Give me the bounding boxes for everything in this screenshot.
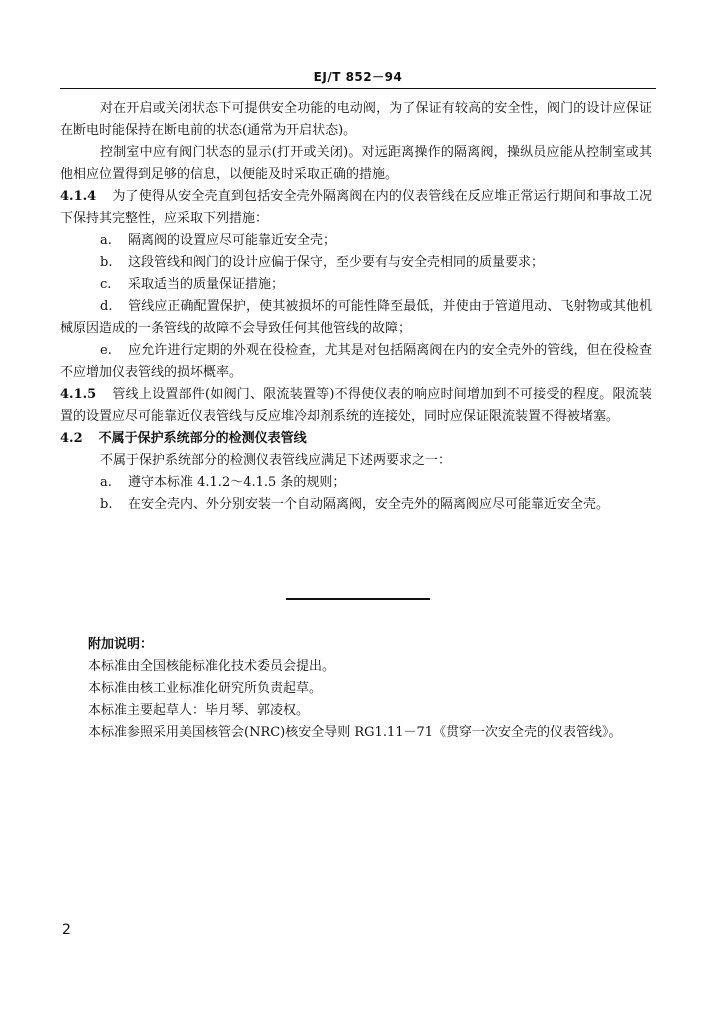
list-item-text: 采取适当的质量保证措施； [128, 277, 285, 292]
page-number: 2 [62, 922, 71, 938]
list-item-label: d. [100, 299, 113, 314]
section-heading [60, 428, 652, 450]
clause-paragraph [60, 384, 652, 428]
body-paragraph [60, 98, 652, 142]
clause-number: 4.2 [60, 431, 83, 446]
list-item-text: 遵守本标准 4.1.2～4.1.5 条的规则； [128, 475, 346, 490]
list-item-label: c. [100, 277, 112, 292]
list-item [60, 472, 652, 494]
section-divider [286, 598, 430, 600]
body-paragraph [60, 142, 652, 186]
list-item-text: 管线应正确配置保护，使其被损坏的可能性降至最低，并使由于管道甩动、飞射物或其他机械原因造成的一条管线的故障不会导致任何其他管线的故障； [60, 299, 652, 336]
list-item [60, 230, 652, 252]
list-item-text: 在安全壳内、外分别安装一个自动隔离阀，安全壳外的隔离阀应尽可能靠近安全壳。 [128, 497, 610, 512]
list-item-text: 隔离阀的设置应尽可能靠近安全壳； [128, 233, 337, 248]
clause-number: 4.1.5 [60, 387, 97, 402]
paragraph-text: 对在开启或关闭状态下可提供安全功能的电动阀，为了保证有较高的安全性，阀门的设计应保证在断电时能保持在断电前的状态(通常为开启状态)。 [60, 101, 652, 138]
notes-line: 本标准参照采用美国核管会(NRC)核安全导则 RG1.11－71《贯穿一次安全壳的仪表管线》。 [88, 725, 622, 740]
notes-line: 本标准由全国核能标准化技术委员会提出。 [88, 659, 336, 674]
clause-number: 4.1.4 [60, 189, 97, 204]
section-heading-text: 不属于保护系统部分的检测仪表管线 [98, 431, 307, 446]
paragraph-text: 控制室中应有阀门状态的显示(打开或关闭)。对远距离操作的隔离阀，操纵员应能从控制室或其他相应位置得到足够的信息，以便能及时采取正确的措施。 [60, 145, 652, 182]
paragraph-text: 不属于保护系统部分的检测仪表管线应满足下述两要求之一： [100, 453, 452, 468]
additional-notes [88, 634, 652, 744]
notes-title: 附加说明： [88, 637, 154, 652]
list-item [60, 340, 652, 384]
list-item [60, 252, 652, 274]
body-paragraph [60, 450, 652, 472]
list-item-label: a. [100, 475, 112, 490]
standard-code-header: EJ/T 852－94 [313, 70, 403, 84]
list-item [60, 494, 652, 516]
notes-line: 本标准由核工业标准化研究所负责起草。 [88, 681, 323, 696]
body-text [60, 98, 652, 516]
list-item-label: b. [100, 255, 113, 270]
list-item-label: b. [100, 497, 113, 512]
list-item-text: 应允许进行定期的外观在役检查，尤其是对包括隔离阀在内的安全壳外的管线，但在役检查不应增加仪表管线的损坏概率。 [60, 343, 652, 380]
clause-text: 管线上设置部件(如阀门、限流装置等)不得使仪表的响应时间增加到不可接受的程度。限流装置的设置应尽可能靠近仪表管线与反应堆冷却剂系统的连接处，同时应保证限流装置不得被堵塞。 [60, 387, 652, 424]
list-item-label: a. [100, 233, 112, 248]
clause-text: 为了使得从安全壳直到包括安全壳外隔离阀在内的仪表管线在反应堆正常运行期间和事故工况下保持其完整性，应采取下列措施： [60, 189, 652, 226]
list-item [60, 274, 652, 296]
list-item-label: e. [100, 343, 112, 358]
notes-line: 本标准主要起草人：毕月琴、郭凌权。 [88, 703, 310, 718]
header-rule [60, 88, 656, 89]
list-item [60, 296, 652, 340]
clause-paragraph [60, 186, 652, 230]
list-item-text: 这段管线和阀门的设计应偏于保守，至少要有与安全壳相同的质量要求； [128, 255, 545, 270]
